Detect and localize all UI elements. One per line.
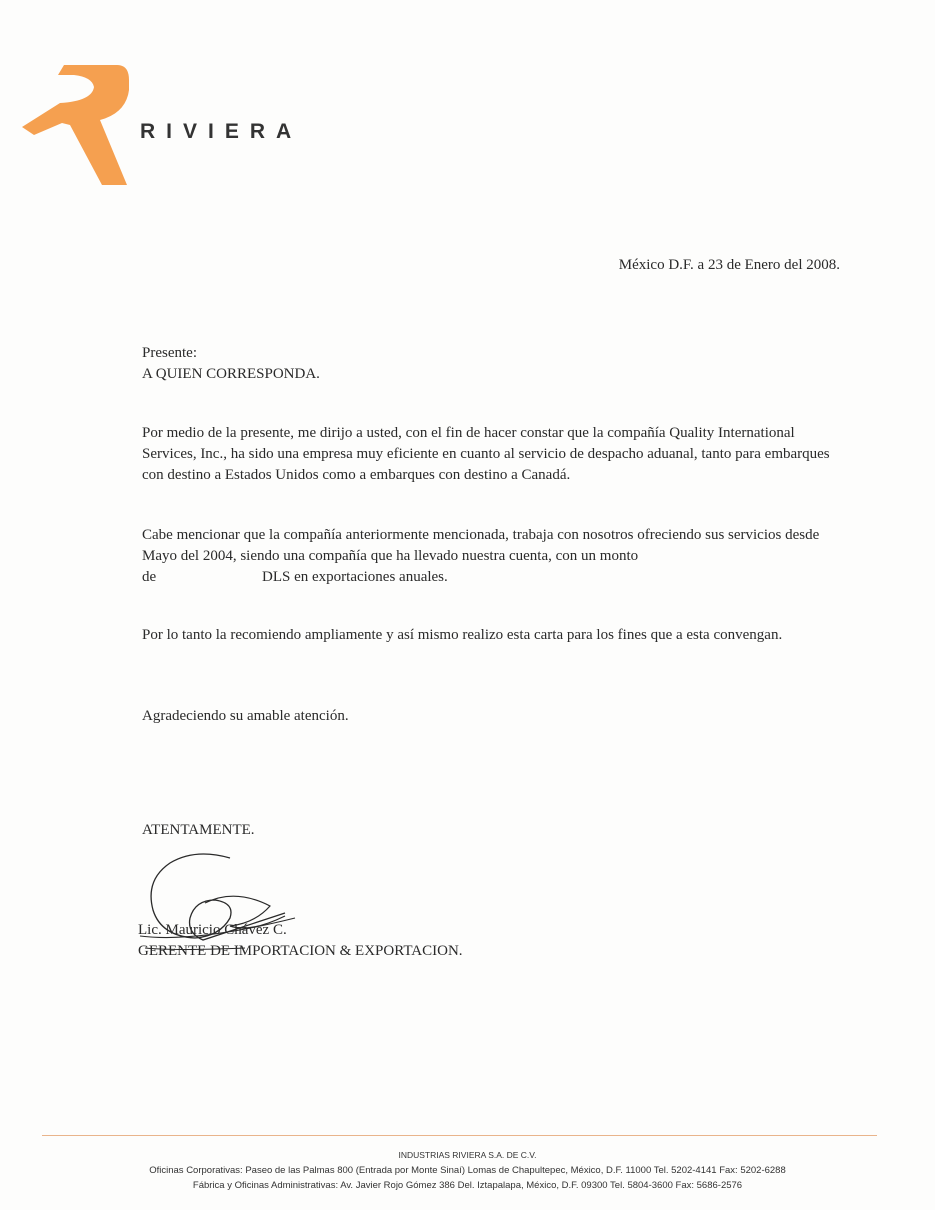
- paragraph-4: Agradeciendo su amable atención.: [142, 708, 349, 724]
- salutation-presente: Presente:: [142, 345, 197, 361]
- footer-divider: [42, 1135, 877, 1136]
- salutation: [142, 343, 842, 385]
- signer-title: GERENTE DE IMPORTACION & EXPORTACION.: [138, 943, 463, 959]
- footer: [0, 1148, 935, 1193]
- footer-factory-offices: Fábrica y Oficinas Administrativas: Av. Javier Rojo Gómez 386 Del. Iztapalapa, México, D.F. 09300 Tel. 5804-3600 Fax: 5686-2576: [192, 1180, 743, 1191]
- paragraph-2-de: de: [142, 569, 157, 585]
- handwritten-signature: [135, 848, 305, 953]
- footer-corporate-offices: Oficinas Corporativas: Paseo de las Palmas 800 (Entrada por Monte Sinaí) Lomas de Chapultepec, México, D.F. 11000 Tel. 5202-4141 Fax: 5202-6288: [149, 1165, 786, 1176]
- signer-name: Lic. Mauricio Chávez C.: [138, 922, 287, 938]
- paragraph-2-tail: DLS en exportaciones anuales.: [262, 569, 448, 585]
- footer-company: INDUSTRIAS RIVIERA S.A. DE C.V.: [398, 1150, 537, 1160]
- riviera-logo: [22, 65, 132, 185]
- date-line: México D.F. a 23 de Enero del 2008.: [618, 257, 840, 273]
- paragraph-2: [142, 525, 842, 588]
- paragraph-2-main: Cabe mencionar que la compañía anteriormente mencionada, trabaja con nosotros ofreciendo sus servicios desde Mayo del 2004, siendo una compañía que ha llevado nuestra cuenta, con un monto: [142, 527, 820, 564]
- paragraph-1: Por medio de la presente, me dirijo a usted, con el fin de hacer constar que la compañía Quality International Services, Inc., ha sido una empresa muy eficiente en cuanto al servicio de despacho aduanal, tanto para embarques con destino a Estados Unidos como a embarques con destino a Canadá.: [142, 425, 830, 483]
- closing: ATENTAMENTE.: [142, 822, 255, 838]
- logo-r-shape: [22, 65, 129, 185]
- paragraph-2-tail-line: [142, 567, 842, 588]
- salutation-recipient: A QUIEN CORRESPONDA.: [142, 366, 320, 382]
- brand-name: RIVIERA: [140, 120, 303, 143]
- paragraph-3: Por lo tanto la recomiendo ampliamente y así mismo realizo esta carta para los fines que a esta convengan.: [142, 627, 783, 643]
